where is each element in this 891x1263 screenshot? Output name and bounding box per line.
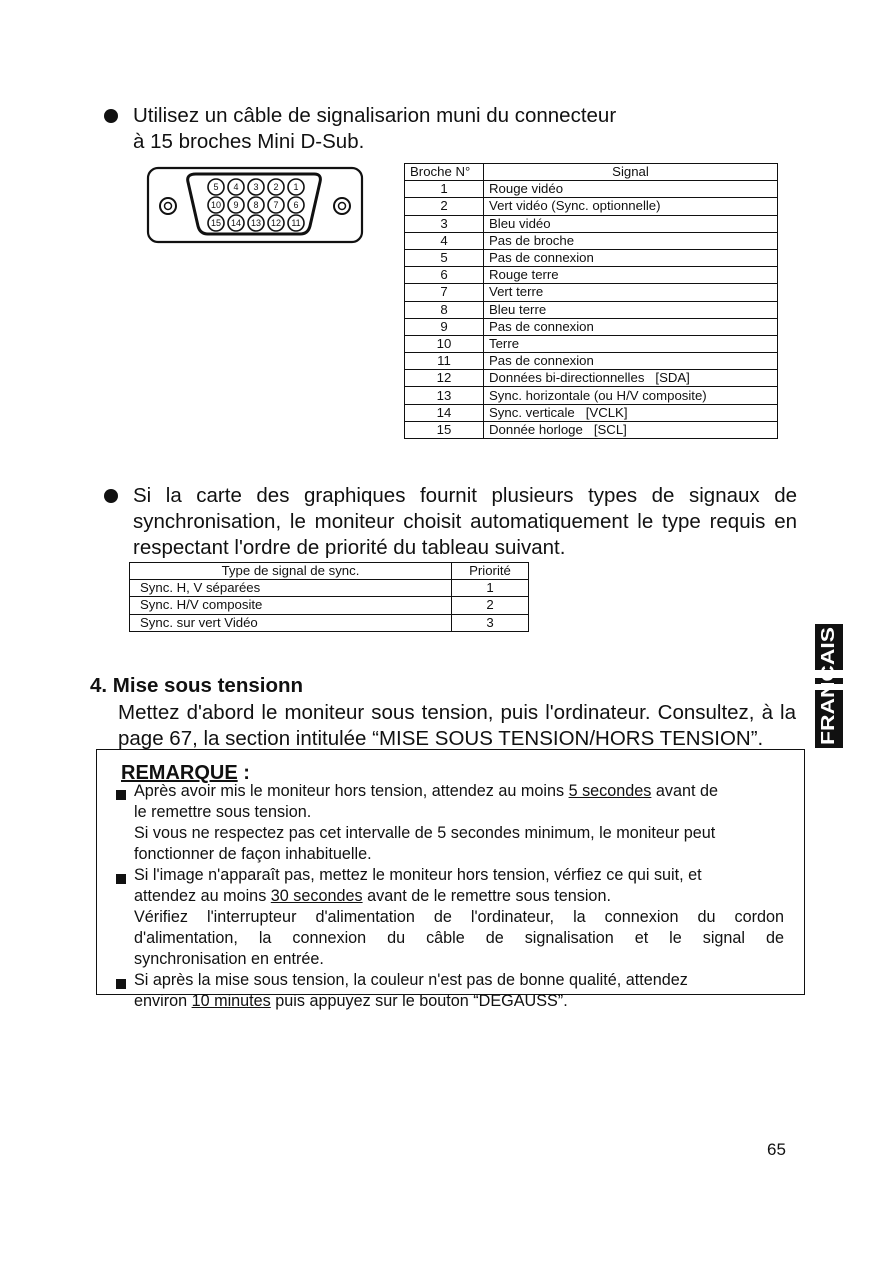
table-row — [405, 249, 778, 266]
sync-priority: 1 — [452, 580, 529, 597]
table-row — [405, 370, 778, 387]
text: attendez au moins — [134, 887, 271, 905]
sync-type: Sync. H/V composite — [130, 597, 452, 614]
connector-pin-label: 4 — [233, 182, 239, 193]
text: puis appuyez sur le bouton “DEGAUSS”. — [270, 992, 568, 1010]
pin-signal: Rouge vidéo — [484, 181, 778, 198]
connector-pin-label: 3 — [253, 182, 259, 193]
underlined-duration: 10 minutes — [191, 992, 271, 1010]
remark-item2-line2 — [134, 886, 611, 907]
pin-signal: Pas de broche — [484, 232, 778, 249]
pin-number: 14 — [405, 404, 484, 421]
table-row — [130, 614, 529, 631]
pin-number: 13 — [405, 387, 484, 404]
remark-item3-line2 — [134, 991, 568, 1012]
pin-number: 15 — [405, 421, 484, 438]
remark-item1-line3: Si vous ne respectez pas cet intervalle de 5 secondes minimum, le moniteur peut — [134, 824, 716, 842]
table-row — [405, 335, 778, 352]
table-row — [405, 232, 778, 249]
table-row — [405, 353, 778, 370]
language-side-tab — [814, 622, 844, 752]
bullet-dot — [104, 489, 118, 503]
table-row — [405, 267, 778, 284]
sync-paragraph-line-1: Si la carte des graphiques fournit plusieurs types de signaux de — [133, 484, 797, 507]
table-header-row — [130, 563, 529, 580]
table-row — [405, 318, 778, 335]
square-bullet — [116, 979, 126, 989]
section-line-1: Mettez d'abord le moniteur sous tension, puis l'ordinateur. Consultez, à la — [118, 701, 796, 724]
table-row — [405, 421, 778, 438]
remark-title-text: REMARQUE — [121, 762, 238, 784]
sync-paragraph-line-3: respectant l'ordre de priorité du tableau suivant. — [133, 536, 566, 559]
pin-number: 9 — [405, 318, 484, 335]
intro-line-2: à 15 broches Mini D-Sub. — [133, 130, 365, 153]
connector-pin-label: 11 — [291, 218, 301, 229]
remark-title-colon: : — [237, 762, 250, 784]
remark-item2-line3: Vérifiez l'interrupteur d'alimentation de l'ordinateur, la connexion du cordon — [134, 908, 784, 926]
connector-pin-label: 15 — [210, 218, 222, 229]
remark-item3-line1: Si après la mise sous tension, la couleur n'est pas de bonne qualité, attendez — [134, 971, 688, 989]
pin-signal: Sync. verticale [VCLK] — [484, 404, 778, 421]
pin-signal: Pas de connexion — [484, 353, 778, 370]
intro-line-1: Utilisez un câble de signalisarion muni du connecteur — [133, 104, 617, 127]
pin-number: 10 — [405, 335, 484, 352]
pin-number: 1 — [405, 181, 484, 198]
pin-signal: Donnée horloge [SCL] — [484, 421, 778, 438]
connector-pin-label: 14 — [230, 218, 242, 229]
pin-signal: Terre — [484, 335, 778, 352]
table-row — [405, 404, 778, 421]
remark-item2-line1: Si l'image n'apparaît pas, mettez le moniteur hors tension, vérfiez ce qui suit, et — [134, 866, 702, 884]
pin-assignment-table — [404, 163, 778, 439]
table-row — [405, 215, 778, 232]
pin-number: 3 — [405, 215, 484, 232]
page-number: 65 — [767, 1140, 786, 1159]
pin-number: 11 — [405, 353, 484, 370]
pin-signal: Vert terre — [484, 284, 778, 301]
pin-signal: Pas de connexion — [484, 318, 778, 335]
text: environ — [134, 992, 192, 1010]
underlined-duration: 30 secondes — [270, 887, 363, 905]
connector-pin-label: 1 — [293, 182, 299, 193]
remark-item2-line5: synchronisation en entrée. — [134, 950, 324, 968]
square-bullet — [116, 874, 126, 884]
mounting-hole-right — [334, 198, 350, 214]
sync-type: Sync. H, V séparées — [130, 580, 452, 597]
header-sync-type: Type de signal de sync. — [130, 563, 452, 580]
connector-pin-label: 6 — [293, 200, 299, 211]
sync-paragraph-line-2: synchronisation, le moniteur choisit automatiquement le type requis en — [133, 510, 797, 533]
connector-pin-label: 7 — [273, 200, 279, 211]
table-row — [405, 284, 778, 301]
header-pin-number: Broche N° — [405, 164, 484, 181]
text: Après avoir mis le moniteur hors tension, attendez au moins — [134, 782, 569, 800]
pin-signal: Sync. horizontale (ou H/V composite) — [484, 387, 778, 404]
pin-number: 2 — [405, 198, 484, 215]
table-header-row — [405, 164, 778, 181]
table-row — [405, 301, 778, 318]
pin-number: 6 — [405, 267, 484, 284]
bullet-dot — [104, 109, 118, 123]
pin-number: 5 — [405, 249, 484, 266]
connector-pin-label: 12 — [270, 218, 282, 229]
side-tab-label: FRANÇAIS — [817, 652, 838, 745]
underlined-duration: 5 secondes — [568, 782, 652, 800]
pin-signal: Rouge terre — [484, 267, 778, 284]
sync-priority: 2 — [452, 597, 529, 614]
connector-pin-label: 5 — [213, 182, 219, 193]
remark-item1-line2: le remettre sous tension. — [134, 803, 312, 821]
text: avant de — [651, 782, 718, 800]
connector-pin-label: 8 — [253, 200, 259, 211]
mounting-hole-left — [160, 198, 176, 214]
connector-pin-label: 10 — [210, 200, 222, 211]
text: avant de le remettre sous tension. — [362, 887, 611, 905]
pin-number: 12 — [405, 370, 484, 387]
pin-signal: Données bi-directionnelles [SDA] — [484, 370, 778, 387]
square-bullet — [116, 790, 126, 800]
table-row — [130, 580, 529, 597]
pin-number: 4 — [405, 232, 484, 249]
header-priority: Priorité — [452, 563, 529, 580]
pin-signal: Pas de connexion — [484, 249, 778, 266]
table-row — [405, 181, 778, 198]
pin-number: 8 — [405, 301, 484, 318]
pin-signal: Bleu vidéo — [484, 215, 778, 232]
pin-signal: Vert vidéo (Sync. optionnelle) — [484, 198, 778, 215]
remark-item1-line4: fonctionner de façon inhabituelle. — [134, 845, 372, 863]
pin-signal: Bleu terre — [484, 301, 778, 318]
section-heading: 4. Mise sous tensionn — [90, 674, 304, 697]
remark-item1-line1 — [134, 781, 718, 802]
sync-priority-table — [129, 562, 529, 632]
table-row — [405, 387, 778, 404]
pin-number: 7 — [405, 284, 484, 301]
table-row — [405, 198, 778, 215]
header-signal: Signal — [484, 164, 778, 181]
dsub-connector-diagram — [146, 166, 366, 246]
remark-item2-line4: d'alimentation, la connexion du câble de signalisation et le signal de — [134, 929, 784, 947]
connector-pin-label: 13 — [250, 218, 262, 229]
connector-pin-label: 2 — [273, 182, 279, 193]
connector-pin-label: 9 — [233, 200, 239, 211]
sync-priority: 3 — [452, 614, 529, 631]
sync-type: Sync. sur vert Vidéo — [130, 614, 452, 631]
section-line-2: page 67, la section intitulée “MISE SOUS TENSION/HORS TENSION”. — [118, 727, 764, 750]
table-row — [130, 597, 529, 614]
